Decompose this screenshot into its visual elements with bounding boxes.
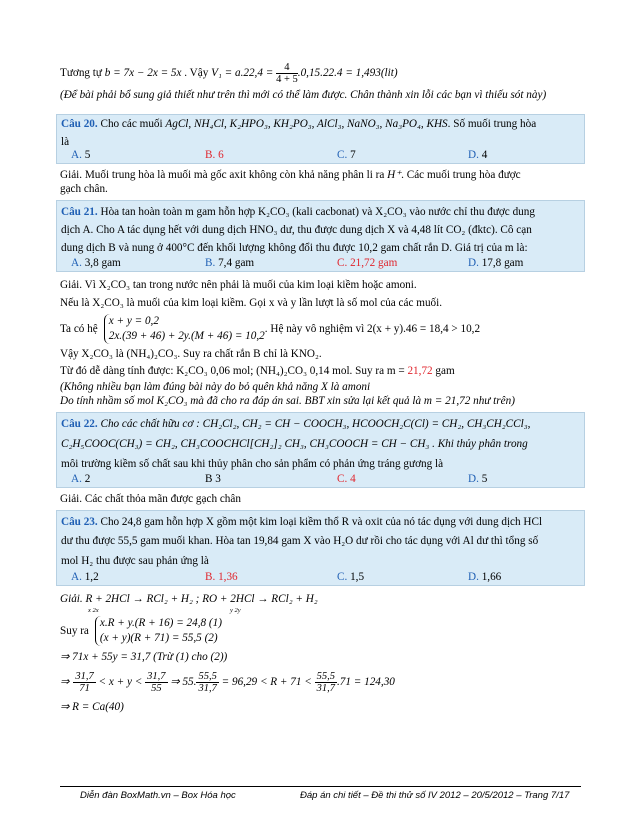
document-page — [60, 62, 581, 716]
q22-line-3: môi trường kiềm số chất sau khi thủy phân cho sản phẩm có phản ứng tráng gương là — [61, 458, 444, 470]
q22-option-a: A. 2 — [71, 473, 91, 485]
intro-text: Tương tự — [60, 67, 105, 80]
q22-line-1: Câu 22. Cho các chất hữu cơ : CH₂Cl₂, CH₂ = CH − COOCH₃, HCOOCH₂C(Cl) = CH₂, CH₃CH₂CCl₃, — [61, 418, 531, 430]
system-conclusion: . Hệ này vô nghiệm vì 2(x + y).46 = 18,4 > 10,2 — [264, 323, 481, 335]
footer-left: Diễn đàn BoxMath.vn – Box Hóa học — [80, 790, 236, 801]
fraction-denominator: 4 + 5 — [276, 74, 298, 85]
question-23-box — [56, 510, 585, 586]
q20-text: Cho các muối — [97, 118, 166, 130]
q21-option-c: C. 21,72 gam — [337, 257, 398, 269]
question-21-box — [56, 200, 585, 272]
q21-solution-5: Từ đó dễ dàng tính được: K₂CO₃ 0,06 mol; (NH₄)₂CO₃ 0,14 mol. Suy ra m = 21,72 gam — [60, 365, 455, 377]
q20-option-b: B. 6 — [205, 149, 224, 161]
q21-option-b: B. 7,4 gam — [205, 257, 255, 269]
reaction-equations: Giải. R + 2HCl → RCl₂ + H₂ ; RO + 2HCl → RCl₂ + H₂ — [60, 593, 318, 605]
q21-solution-2: Nếu là X₂CO₃ là muối của kim loại kiềm. Gọi x và y lần lượt là số mol của các muối. — [60, 297, 443, 309]
fraction-numerator: 4 — [276, 62, 298, 74]
system-brace: x + y = 0,2 2x.(39 + 46) + 2y.(M + 46) = 10,2 — [104, 314, 265, 344]
q21-note-1: (Không nhiều bạn làm đúng bài này do bỏ quên khả năng X là amoni — [60, 381, 371, 393]
q20-solution-2: gạch chân. — [60, 183, 108, 195]
q22-option-c: C. 4 — [337, 473, 356, 485]
q23-solution-5: ⇒ R = Ca(40) — [60, 701, 124, 713]
q23-options — [61, 571, 580, 583]
q23-solution-3: ⇒ 71x + 55y = 31,7 (Trừ (1) cho (2)) — [60, 651, 228, 663]
q21-solution-1: Giải. Vì X₂CO₃ tan trong nước nên phải là muối của kim loại kiềm hoặc amoni. — [60, 279, 417, 291]
q20-tail: . Số muối trung hòa — [447, 118, 537, 130]
q20-option-d: D. 4 — [468, 149, 488, 161]
q23-option-d: D. 1,66 — [468, 571, 502, 583]
volume-result: .0,15.22.4 = 1,493(lit) — [297, 67, 398, 80]
intro-fraction — [276, 62, 298, 85]
q23-solution-4: ⇒ $\frac{31,7}{71}$ < x + y < $\frac{31,7}{55}$ ⇒ 55. $\frac{55,5}{31,7}$ = 96,29 < R + 71 < $\frac{55,5}{31,7}$ .71 = 124,30 — [60, 670, 395, 694]
q20-line-2: là — [61, 136, 70, 148]
q23-line-2: dư thu được 55,5 gam muối khan. Hòa tan 19,84 gam X vào H₂O dư rồi cho tác dụng với Al dư thì tổng số — [61, 535, 539, 547]
q23-line-3: mol H₂ thu được sau phản ứng là — [61, 555, 209, 567]
q21-line-2: dịch A. Cho A tác dụng hết với dung dịch HNO₃ dư, thu được dung dịch X và 4,48 lít CO₂ (đktc). Cô cạn — [61, 224, 532, 236]
system-lead: Ta có hệ — [60, 323, 98, 335]
q22-option-d: D. 5 — [468, 473, 488, 485]
q23-option-a: A. 1,2 — [71, 571, 99, 583]
q22-option-b: B 3 — [205, 473, 221, 485]
q22-options — [61, 473, 580, 485]
system-lead-2: Suy ra — [60, 625, 89, 637]
intro-text-2: . Vậy — [181, 67, 212, 80]
q21-system — [60, 312, 581, 346]
q21-line-3: dung dịch B và nung ở 400°C đến khối lượng không đổi thu được 10,2 gam chất rắn D. Giá trị của m là: — [61, 242, 528, 254]
q21-option-d: D. 17,8 gam — [468, 257, 524, 269]
system-brace-2: x.R + y.(R + 16) = 24,8 (1) (x + y)(R + 71) = 55,5 (2) — [95, 616, 222, 646]
q21-option-a: A. 3,8 gam — [71, 257, 121, 269]
intro-equation: b = 7x − 2x = 5x — [104, 67, 182, 80]
q20-option-a: A. 5 — [71, 149, 91, 161]
q21-line-1: Câu 21. Hòa tan hoàn toàn m gam hỗn hợp K₂CO₃ (kali cacbonat) và X₂CO₃ vào nước chỉ thu được dung — [61, 206, 535, 218]
q23-line-1: Câu 23. Cho 24,8 gam hỗn hợp X gồm một kim loại kiềm thổ R và oxit của nó tác dụng với dung dịch HCl — [61, 516, 543, 528]
reaction-moles-1: x 2x — [88, 607, 99, 614]
q21-options — [61, 257, 580, 269]
q23-option-c: C. 1,5 — [337, 571, 365, 583]
q23-system — [60, 614, 581, 648]
volume-equation: V₁ = a.22,4 = — [211, 67, 277, 80]
q20-salts: AgCl, NH₄Cl, K₂HPO₃, KH₂PO₃, AlCl₃, NaNO₃, Na₃PO₄, KHS — [165, 118, 448, 130]
intro-apology: (Để bài phải bổ sung giả thiết như trên thì mới có thể làm được. Chân thành xin lỗi các bạn vì thiếu sót này) — [60, 89, 547, 101]
q21-answer-value: 21,72 — [407, 365, 433, 377]
q23-option-b: B. 1,36 — [205, 571, 238, 583]
question-20-box — [56, 114, 585, 164]
q21-note-2: Do tính nhầm số mol K₂CO₃ mà đã cho ra đáp án sai. BBT xin sửa lại kết quả là m = 21,72 như trên) — [60, 395, 515, 407]
q20-label: Câu 20. — [61, 118, 98, 130]
page-footer — [60, 786, 581, 801]
reaction-moles-2: y 2y — [230, 607, 241, 614]
q20-options — [61, 149, 580, 161]
q20-line-1 — [61, 117, 580, 131]
question-22-box — [56, 412, 585, 488]
q22-line-2: C₂H₅COOC(CH₃) = CH₂, CH₃COOCHCl[CH₂]₂ CH₃, CH₃COOCH = CH − CH₃ . Khi thủy phân trong — [61, 438, 528, 450]
q22-solution: Giải. Các chất thỏa mãn được gạch chân — [60, 493, 241, 505]
q20-solution-1: Giải. Muối trung hòa là muối mà gốc axit không còn khả năng phân li ra H⁺. Các muối trung hòa được — [60, 169, 521, 181]
q23-solution-1 — [60, 592, 581, 614]
q21-solution-4: Vậy X₂CO₃ là (NH₄)₂CO₃. Suy ra chất rắn B chỉ là KNO₂. — [60, 348, 322, 360]
q20-option-c: C. 7 — [337, 149, 356, 161]
intro-line-1 — [60, 62, 581, 84]
footer-right: Đáp án chi tiết – Đề thi thử số IV 2012 – 20/5/2012 – Trang 7/17 — [300, 790, 570, 801]
